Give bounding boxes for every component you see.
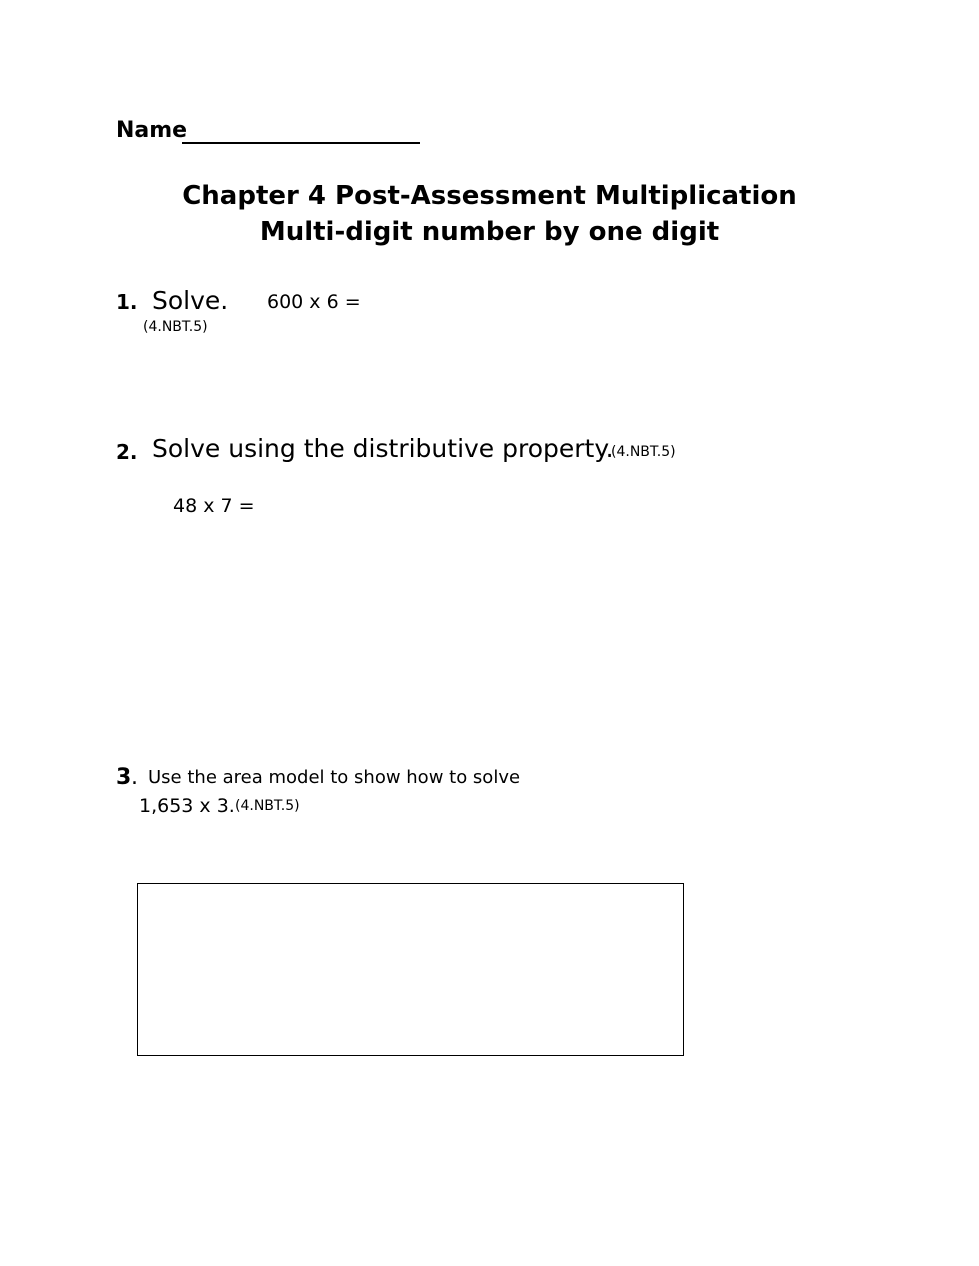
area-model-answer-box[interactable]	[137, 883, 684, 1056]
standard-code: (4.NBT.5)	[143, 319, 208, 335]
page-subtitle: Multi-digit number by one digit	[259, 217, 720, 247]
name-blank-line[interactable]	[182, 142, 420, 144]
question-number-dot: .	[131, 765, 138, 790]
question-prompt: Solve.	[152, 286, 229, 315]
question-expression: 1,653 x 3.	[139, 795, 235, 817]
question-expression: 600 x 6 =	[267, 291, 361, 313]
page-title: Chapter 4 Post-Assessment Multiplication	[182, 181, 797, 211]
standard-code: (4.NBT.5)	[611, 444, 676, 460]
question-number: 1.	[116, 290, 138, 314]
standard-code: (4.NBT.5)	[235, 798, 300, 814]
question-prompt: Solve using the distributive property.	[152, 434, 614, 463]
question-expression: 48 x 7 =	[173, 495, 255, 517]
question-number: 3	[116, 765, 132, 790]
name-label: Name	[116, 118, 188, 143]
question-prompt: Use the area model to show how to solve	[148, 767, 521, 788]
question-number: 2.	[116, 440, 138, 464]
